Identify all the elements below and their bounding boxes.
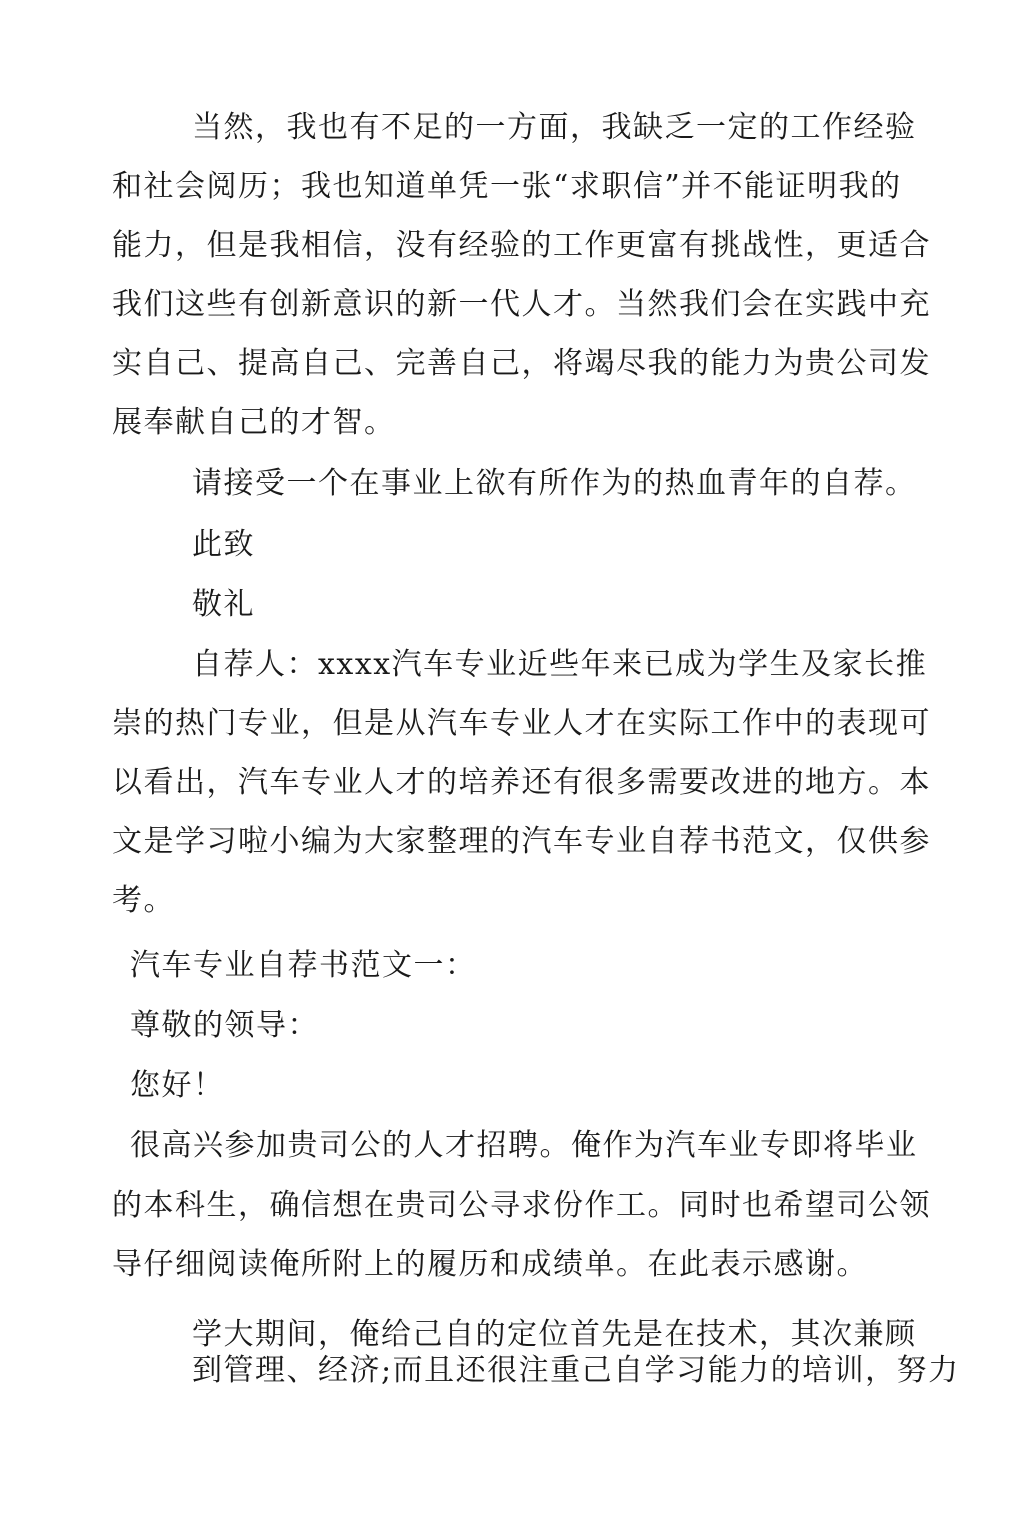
paragraph-1-line-4: 我们这些有创新意识的新一代人才。当然我们会在实践中充 [112, 287, 931, 322]
paragraph-1-line-1: 当然，我也有不足的一方面，我缺乏一定的工作经验 [192, 110, 917, 145]
paragraph-1-line-3: 能力，但是我相信，没有经验的工作更富有挑战性，更适合 [112, 228, 931, 263]
paragraph-9-line-1: 很高兴参加贵司公的人才招聘。俺作为汽车业专即将毕业 [130, 1128, 918, 1163]
salutation: 尊敬的领导： [130, 1008, 319, 1043]
paragraph-recommendation: 请接受一个在事业上欲有所作为的热血青年的自荐。 [192, 466, 917, 501]
paragraph-1-line-2: 和社会阅历；我也知道单凭一张“求职信”并不能证明我的 [112, 169, 902, 204]
greeting: 您好！ [130, 1068, 225, 1103]
paragraph-9-line-3: 导仔细阅读俺所附上的履历和成绩单。在此表示感谢。 [112, 1247, 868, 1282]
closing-jingli: 敬礼 [192, 587, 255, 622]
paragraph-1-line-6: 展奉献自己的才智。 [112, 405, 396, 440]
paragraph-10-line-1: 学大期间，俺给己自的定位首先是在技术，其次兼顾 [192, 1317, 917, 1352]
paragraph-5-line-1: 自荐人：xxxx汽车专业近些年来已成为学生及家长推 [192, 647, 928, 682]
paragraph-10-line-2: 到管理、经济;而且还很注重己自学习能力的培训，努力 [192, 1353, 960, 1388]
paragraph-5-line-5: 考。 [112, 883, 175, 918]
paragraph-1-line-5: 实自己、提高自己、完善自己，将竭尽我的能力为贵公司发 [112, 346, 931, 381]
section-heading: 汽车专业自荐书范文一： [130, 948, 477, 983]
closing-cizhi: 此致 [192, 527, 255, 562]
paragraph-9-line-2: 的本科生，确信想在贵司公寻求份作工。同时也希望司公领 [112, 1188, 931, 1223]
paragraph-5-line-3: 以看出，汽车专业人才的培养还有很多需要改进的地方。本 [112, 765, 931, 800]
paragraph-5-line-4: 文是学习啦小编为大家整理的汽车专业自荐书范文，仅供参 [112, 824, 931, 859]
paragraph-5-line-2: 崇的热门专业，但是从汽车专业人才在实际工作中的表现可 [112, 706, 931, 741]
